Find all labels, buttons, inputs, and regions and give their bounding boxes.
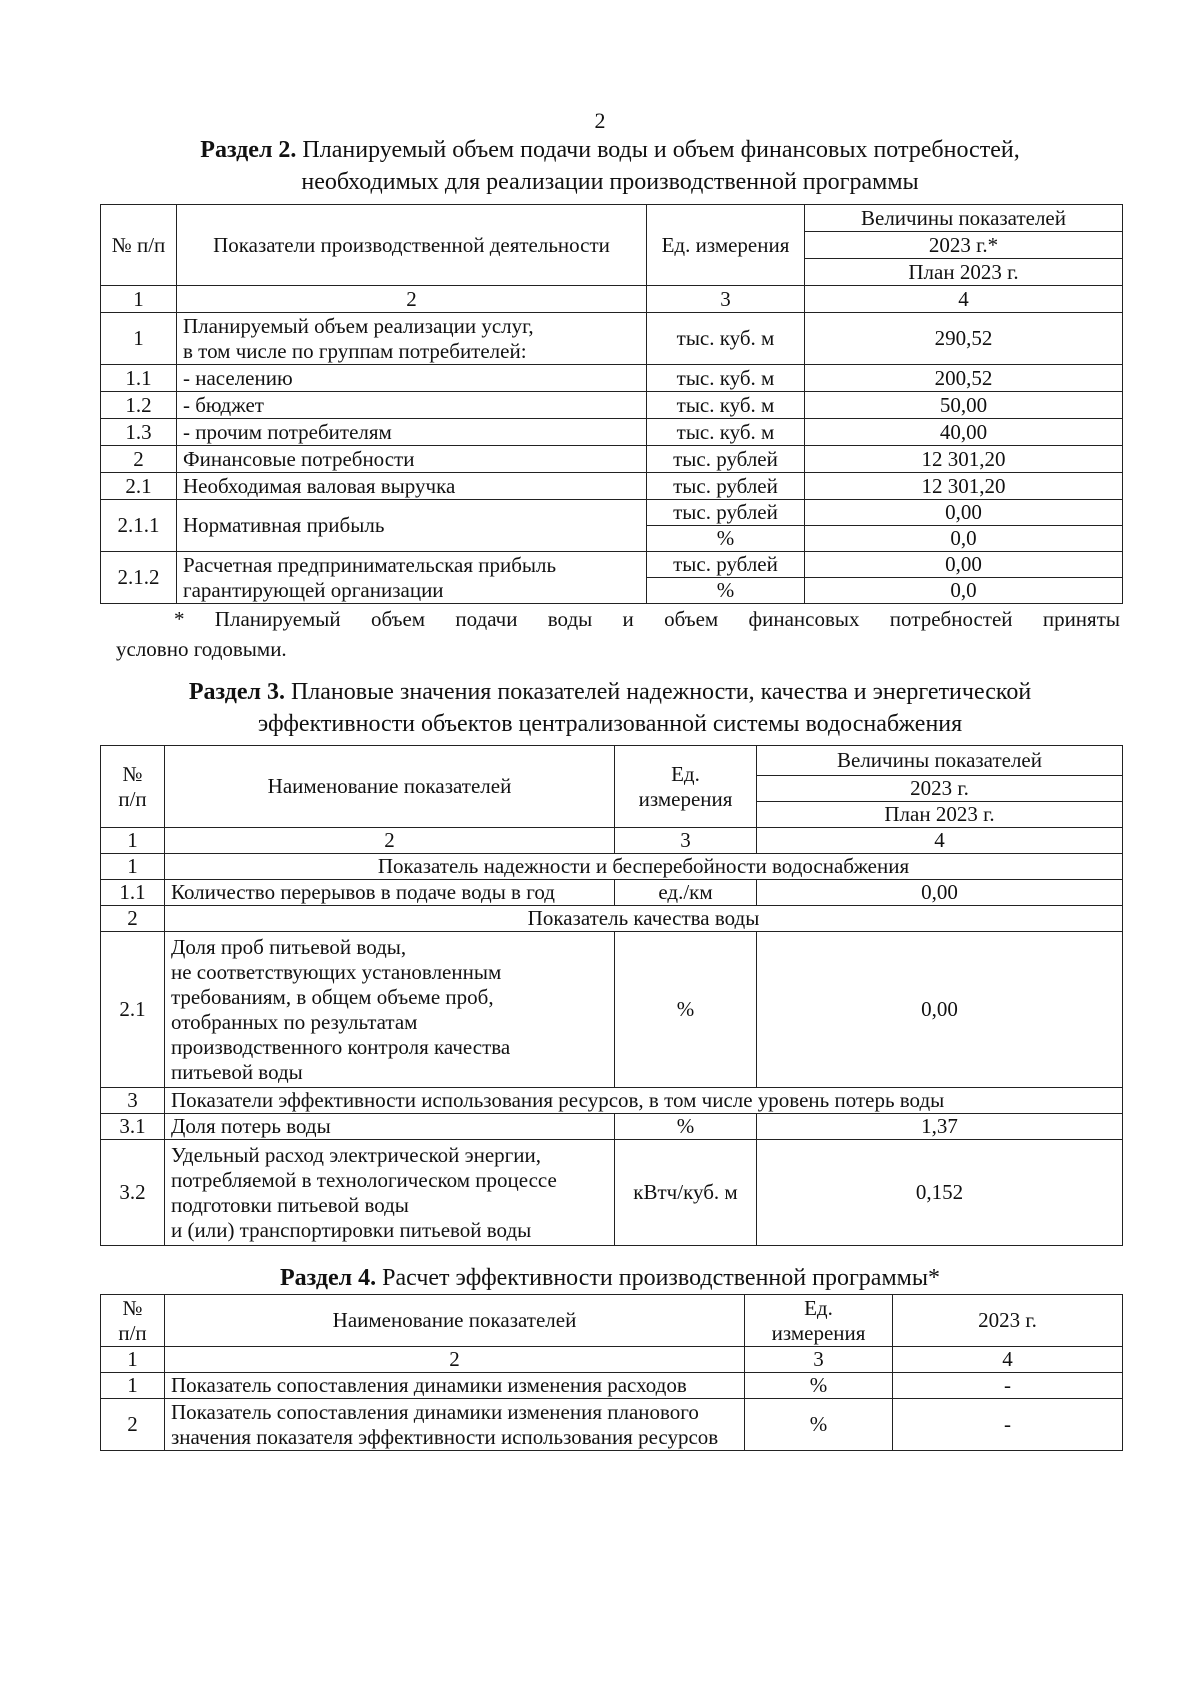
section2-title-bold: Раздел 2. bbox=[200, 137, 297, 163]
s3-header-plan: План 2023 г. bbox=[757, 802, 1123, 828]
s3-header-num: № п/п bbox=[101, 746, 165, 828]
row-value: 0,00 bbox=[805, 552, 1123, 578]
row-num: 1 bbox=[101, 313, 177, 365]
page-number: 2 bbox=[594, 108, 606, 133]
row-value: 0,00 bbox=[757, 932, 1123, 1088]
section3-title-line1: Плановые значения показателей надежности, качества и энергетической bbox=[284, 679, 1032, 705]
row-value: 40,00 bbox=[805, 419, 1123, 446]
table-row bbox=[101, 500, 1123, 526]
row-name: Финансовые потребности bbox=[177, 446, 647, 473]
row-num: 2 bbox=[101, 446, 177, 473]
row-value: 0,152 bbox=[757, 1140, 1123, 1246]
table-row bbox=[101, 1399, 1123, 1451]
row-value: 0,0 bbox=[805, 578, 1123, 604]
table-row bbox=[101, 1373, 1123, 1399]
section2-table bbox=[100, 204, 1123, 604]
row-unit: тыс. куб. м bbox=[647, 313, 805, 365]
section4-title-rest: Расчет эффективности производственной программы* bbox=[376, 1265, 940, 1291]
table-row bbox=[101, 932, 1123, 1088]
row-name: Количество перерывов в подаче воды в год bbox=[165, 880, 615, 906]
row-unit: тыс. куб. м bbox=[647, 365, 805, 392]
s4-header-year: 2023 г. bbox=[893, 1295, 1123, 1347]
section3-table bbox=[100, 745, 1123, 1246]
s2-header-year: 2023 г.* bbox=[805, 232, 1123, 259]
table-row bbox=[101, 365, 1123, 392]
row-num: 1 bbox=[101, 854, 165, 880]
section3-title-line2: эффективности объектов централизованной системы водоснабжения bbox=[257, 711, 963, 737]
section2-title-line2: необходимых для реализации производственной программы bbox=[301, 169, 919, 195]
row-num: 3.1 bbox=[101, 1114, 165, 1140]
row-value: - bbox=[893, 1373, 1123, 1399]
table-row bbox=[101, 552, 1123, 578]
s4-colnum: 3 bbox=[745, 1347, 893, 1373]
table-row bbox=[101, 854, 1123, 880]
s4-colnum: 1 bbox=[101, 1347, 165, 1373]
s2-header-unit: Ед. измерения bbox=[647, 205, 805, 286]
row-value: 200,52 bbox=[805, 365, 1123, 392]
s4-header-unit: Ед. измерения bbox=[745, 1295, 893, 1347]
s2-colnum: 4 bbox=[805, 286, 1123, 313]
s3-header-year: 2023 г. bbox=[757, 776, 1123, 802]
row-name: - бюджет bbox=[177, 392, 647, 419]
row-num: 3.2 bbox=[101, 1140, 165, 1246]
row-unit: % bbox=[647, 526, 805, 552]
row-value: 12 301,20 bbox=[805, 446, 1123, 473]
s4-colnum: 4 bbox=[893, 1347, 1123, 1373]
s3-header-values: Величины показателей bbox=[757, 746, 1123, 776]
row-name: Показатель сопоставления динамики изменения расходов bbox=[165, 1373, 745, 1399]
group-heading: Показатель надежности и бесперебойности водоснабжения bbox=[165, 854, 1123, 880]
section2-footnote bbox=[116, 604, 1120, 664]
row-num: 2.1 bbox=[101, 473, 177, 500]
row-name: - населению bbox=[177, 365, 647, 392]
section2-title-line1: Планируемый объем подачи воды и объем финансовых потребностей, bbox=[296, 137, 1020, 163]
table-row bbox=[101, 473, 1123, 500]
row-num: 2 bbox=[101, 906, 165, 932]
s2-colnum: 3 bbox=[647, 286, 805, 313]
group-heading: Показатель качества воды bbox=[165, 906, 1123, 932]
s3-colnum: 4 bbox=[757, 828, 1123, 854]
row-unit: % bbox=[615, 1114, 757, 1140]
row-num: 1.3 bbox=[101, 419, 177, 446]
row-name: Расчетная предпринимательская прибыль гарантирующей организации bbox=[177, 552, 647, 604]
footnote-line2: условно годовыми. bbox=[116, 637, 287, 661]
table-row bbox=[101, 906, 1123, 932]
table-row bbox=[101, 880, 1123, 906]
group-heading: Показатели эффективности использования ресурсов, в том числе уровень потерь воды bbox=[165, 1088, 1123, 1114]
table-row bbox=[101, 313, 1123, 365]
row-name: Планируемый объем реализации услуг, в том числе по группам потребителей: bbox=[177, 313, 647, 365]
s3-colnum: 1 bbox=[101, 828, 165, 854]
row-num: 2 bbox=[101, 1399, 165, 1451]
row-unit: ед./км bbox=[615, 880, 757, 906]
section2-title bbox=[100, 134, 1120, 198]
table-row bbox=[101, 392, 1123, 419]
row-num: 2.1 bbox=[101, 932, 165, 1088]
row-num: 3 bbox=[101, 1088, 165, 1114]
table-row bbox=[101, 419, 1123, 446]
row-num: 1 bbox=[101, 1373, 165, 1399]
row-num: 1.1 bbox=[101, 880, 165, 906]
row-num: 2.1.2 bbox=[101, 552, 177, 604]
s2-header-indicator: Показатели производственной деятельности bbox=[177, 205, 647, 286]
row-value: 50,00 bbox=[805, 392, 1123, 419]
table-row bbox=[101, 1114, 1123, 1140]
row-value: - bbox=[893, 1399, 1123, 1451]
row-value: 1,37 bbox=[757, 1114, 1123, 1140]
row-unit: тыс. куб. м bbox=[647, 392, 805, 419]
s4-colnum: 2 bbox=[165, 1347, 745, 1373]
s3-colnum: 2 bbox=[165, 828, 615, 854]
table-row bbox=[101, 1088, 1123, 1114]
row-unit: кВтч/куб. м bbox=[615, 1140, 757, 1246]
section3-title-bold: Раздел 3. bbox=[188, 679, 285, 705]
row-unit: % bbox=[745, 1399, 893, 1451]
row-num: 2.1.1 bbox=[101, 500, 177, 552]
row-value: 290,52 bbox=[805, 313, 1123, 365]
table-row bbox=[101, 1140, 1123, 1246]
row-num: 1.2 bbox=[101, 392, 177, 419]
s3-header-unit: Ед. измерения bbox=[615, 746, 757, 828]
row-unit: % bbox=[745, 1373, 893, 1399]
s2-header-values: Величины показателей bbox=[805, 205, 1123, 232]
row-name: Доля потерь воды bbox=[165, 1114, 615, 1140]
s3-colnum: 3 bbox=[615, 828, 757, 854]
s2-header-num: № п/п bbox=[101, 205, 177, 286]
row-value: 12 301,20 bbox=[805, 473, 1123, 500]
section4-title bbox=[150, 1262, 1070, 1294]
table-row bbox=[101, 446, 1123, 473]
row-unit: тыс. рублей bbox=[647, 500, 805, 526]
row-num: 1.1 bbox=[101, 365, 177, 392]
row-unit: % bbox=[615, 932, 757, 1088]
row-name: Нормативная прибыль bbox=[177, 500, 647, 552]
row-value: 0,0 bbox=[805, 526, 1123, 552]
row-unit: тыс. рублей bbox=[647, 446, 805, 473]
section4-table bbox=[100, 1294, 1123, 1451]
row-value: 0,00 bbox=[757, 880, 1123, 906]
s2-colnum: 1 bbox=[101, 286, 177, 313]
s2-colnum: 2 bbox=[177, 286, 647, 313]
row-name: Показатель сопоставления динамики изменения планового значения показателя эффективности использования ресурсов bbox=[165, 1399, 745, 1451]
section4-title-bold: Раздел 4. bbox=[280, 1265, 377, 1291]
footnote-line1: * Планируемый объем подачи воды и объем финансовых потребностей приняты bbox=[174, 607, 1120, 631]
row-unit: тыс. рублей bbox=[647, 473, 805, 500]
s2-header-plan: План 2023 г. bbox=[805, 259, 1123, 286]
row-unit: тыс. куб. м bbox=[647, 419, 805, 446]
row-name: Доля проб питьевой воды, не соответствующих установленным требованиям, в общем объеме проб, отобранных по результатам производственного контроля качества питьевой воды bbox=[165, 932, 615, 1088]
s4-header-indicator: Наименование показателей bbox=[165, 1295, 745, 1347]
s4-header-num: № п/п bbox=[101, 1295, 165, 1347]
row-unit: % bbox=[647, 578, 805, 604]
row-name: Удельный расход электрической энергии, потребляемой в технологическом процессе подготовки питьевой воды и (или) транспортировки питьевой воды bbox=[165, 1140, 615, 1246]
row-unit: тыс. рублей bbox=[647, 552, 805, 578]
s3-header-indicator: Наименование показателей bbox=[165, 746, 615, 828]
row-value: 0,00 bbox=[805, 500, 1123, 526]
row-name: - прочим потребителям bbox=[177, 419, 647, 446]
section3-title bbox=[100, 676, 1120, 740]
row-name: Необходимая валовая выручка bbox=[177, 473, 647, 500]
